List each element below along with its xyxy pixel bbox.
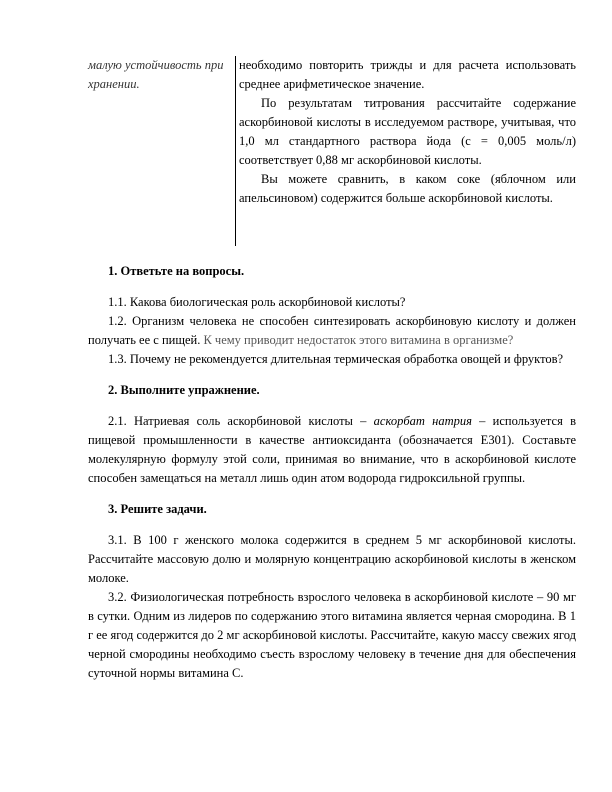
table-paragraph-3: Вы можете сравнить, в каком соке (яблочном или апельсиновом) содержится больше аскорбиновой кислоты. [239,172,576,205]
table-paragraph-1: необходимо повторить трижды и для расчета использовать среднее арифметическое значение. [239,58,576,91]
exercise-2-1-end: – используется в пищевой промышленности в качестве антиоксиданта (обозначается Е301). Составьте молекулярную формулу этой соли, принимая во внимание, что в аскорбиновой кислоте способен замещаться на металл лишь один атом водорода гидроксильной группы. [88,414,576,485]
task-3-2: 3.2. Физиологическая потребность взрослого человека в аскорбиновой кислоте – 90 мг в сутки. Одним из лидеров по содержанию этого витамина является черная смородина. В 1 г ее ягод содержится до 2 мг аскорбиновой кислоты. Рассчитайте, какую массу свежих ягод черной смородины необходимо съесть взрослому человеку в течение дня для обеспечения суточной нормы витамина С. [88,590,576,680]
table-fragment [88,56,576,246]
section-2-heading: 2. Выполните упражнение. [108,383,260,397]
table-paragraph-2: По результатам титрования рассчитайте содержание аскорбиновой кислоты в исследуемом растворе, учитывая, что 1,0 мл стандартного раствора йода (с = 0,005 моль/л) соответствует 0,88 мг аскорбиновой кислоты. [239,96,576,167]
question-1-2-muted: К чему приводит недостаток этого витамина в организме? [200,333,514,347]
question-1-1: 1.1. Какова биологическая роль аскорбиновой кислоты? [108,295,406,309]
question-1-2-main: 1.2. Организм человека не способен синтезировать аскорбиновую кислоту и должен получать ее с пищей. [88,314,576,347]
table-right-cell [239,56,576,208]
table-divider [235,56,236,246]
question-1-3: 1.3. Почему не рекомендуется длительная термическая обработка овощей и фруктов? [108,352,564,366]
question-1-2 [88,312,576,350]
section-3-heading: 3. Решите задачи. [108,502,207,516]
exercise-2-1-italic: аскорбат натрия [373,414,472,428]
table-left-cell: малую устойчивость при хранении. [88,58,224,91]
exercise-2-1-start: 2.1. Натриевая соль аскорбиновой кислоты – [108,414,374,428]
section-1-heading: 1. Ответьте на вопросы. [108,264,245,278]
document-body [88,262,576,683]
exercise-2-1 [88,412,576,488]
task-3-1: 3.1. В 100 г женского молока содержится в среднем 5 мг аскорбиновой кислоты. Рассчитайте массовую долю и молярную концентрацию аскорбиновой кислоты в женском молоке. [88,533,576,585]
